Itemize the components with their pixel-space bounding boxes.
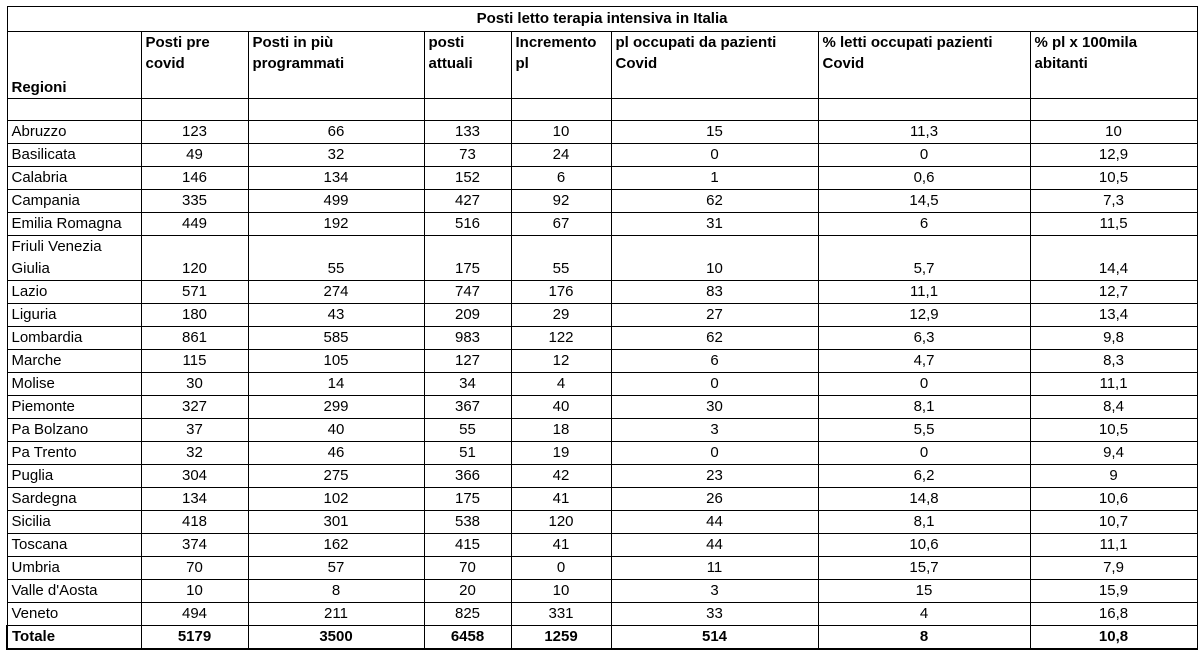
cell-pl-100mila: 14,4: [1030, 236, 1197, 281]
cell-posti-attuali: 366: [424, 465, 511, 488]
cell-posti-programmati: 57: [248, 557, 424, 580]
cell-region-name: Sardegna: [7, 488, 141, 511]
cell-percent-occupati: 6: [818, 213, 1030, 236]
cell-pl-100mila: 12,7: [1030, 281, 1197, 304]
table-row: [7, 442, 1197, 465]
cell-posti-attuali: 825: [424, 603, 511, 626]
header-percent-occupati: % letti occupati pazienti Covid: [818, 32, 1030, 99]
cell-incremento: 4: [511, 373, 611, 396]
cell-percent-occupati: 0: [818, 144, 1030, 167]
cell-pl-100mila: 9,4: [1030, 442, 1197, 465]
cell-posti-programmati: 46: [248, 442, 424, 465]
cell-posti-attuali: 427: [424, 190, 511, 213]
table-row: [7, 511, 1197, 534]
cell-incremento: 67: [511, 213, 611, 236]
cell-percent-occupati: 0: [818, 442, 1030, 465]
table-row: [7, 557, 1197, 580]
table-row: [7, 534, 1197, 557]
cell-percent-occupati: 6,3: [818, 327, 1030, 350]
total-posti-programmati: 3500: [248, 626, 424, 650]
cell-percent-occupati: 12,9: [818, 304, 1030, 327]
cell-pl-occupati: 33: [611, 603, 818, 626]
table-row: [7, 144, 1197, 167]
cell-posti-pre-covid: 10: [141, 580, 248, 603]
cell-incremento: 122: [511, 327, 611, 350]
cell-region-name: Campania: [7, 190, 141, 213]
table-row: [7, 603, 1197, 626]
cell-posti-attuali: 983: [424, 327, 511, 350]
cell-posti-pre-covid: 30: [141, 373, 248, 396]
cell-incremento: 176: [511, 281, 611, 304]
cell-posti-pre-covid: 134: [141, 488, 248, 511]
cell-pl-100mila: 15,9: [1030, 580, 1197, 603]
table-row: [7, 121, 1197, 144]
cell-posti-pre-covid: 571: [141, 281, 248, 304]
header-posti-programmati: Posti in più programmati: [248, 32, 424, 99]
header-posti-pre-covid: Posti pre covid: [141, 32, 248, 99]
cell-posti-attuali: 367: [424, 396, 511, 419]
spacer-row: [7, 99, 1197, 121]
table-row: [7, 281, 1197, 304]
cell-incremento: 6: [511, 167, 611, 190]
cell-incremento: 41: [511, 488, 611, 511]
cell-percent-occupati: 14,8: [818, 488, 1030, 511]
cell-pl-occupati: 31: [611, 213, 818, 236]
beds-table-container: [6, 6, 1196, 650]
cell-posti-pre-covid: 180: [141, 304, 248, 327]
total-pl-occupati: 514: [611, 626, 818, 650]
cell-region-name: Sicilia: [7, 511, 141, 534]
cell-pl-100mila: 10,7: [1030, 511, 1197, 534]
table-title: Posti letto terapia intensiva in Italia: [7, 7, 1197, 32]
cell-posti-attuali: 70: [424, 557, 511, 580]
cell-incremento: 19: [511, 442, 611, 465]
cell-posti-attuali: 34: [424, 373, 511, 396]
total-incremento: 1259: [511, 626, 611, 650]
table-row: [7, 213, 1197, 236]
table-row: [7, 167, 1197, 190]
cell-pl-occupati: 23: [611, 465, 818, 488]
table-row: [7, 236, 1197, 281]
cell-posti-pre-covid: 327: [141, 396, 248, 419]
cell-pl-occupati: 83: [611, 281, 818, 304]
cell-posti-programmati: 211: [248, 603, 424, 626]
cell-pl-100mila: 12,9: [1030, 144, 1197, 167]
cell-posti-programmati: 14: [248, 373, 424, 396]
cell-pl-occupati: 3: [611, 419, 818, 442]
cell-region-name: Umbria: [7, 557, 141, 580]
cell-posti-programmati: 43: [248, 304, 424, 327]
cell-incremento: 0: [511, 557, 611, 580]
cell-pl-occupati: 15: [611, 121, 818, 144]
table-row: [7, 190, 1197, 213]
cell-posti-attuali: 152: [424, 167, 511, 190]
header-regioni: Regioni: [7, 32, 141, 99]
cell-pl-100mila: 11,5: [1030, 213, 1197, 236]
icu-beds-table: [6, 6, 1198, 650]
cell-percent-occupati: 8,1: [818, 511, 1030, 534]
cell-posti-attuali: 209: [424, 304, 511, 327]
cell-incremento: 10: [511, 121, 611, 144]
cell-posti-programmati: 134: [248, 167, 424, 190]
cell-incremento: 331: [511, 603, 611, 626]
table-row: [7, 419, 1197, 442]
cell-region-name: Piemonte: [7, 396, 141, 419]
cell-posti-pre-covid: 70: [141, 557, 248, 580]
cell-posti-programmati: 55: [248, 236, 424, 281]
cell-incremento: 29: [511, 304, 611, 327]
cell-pl-100mila: 9,8: [1030, 327, 1197, 350]
cell-posti-programmati: 299: [248, 396, 424, 419]
cell-percent-occupati: 14,5: [818, 190, 1030, 213]
cell-region-name: Liguria: [7, 304, 141, 327]
total-percent-occupati: 8: [818, 626, 1030, 650]
table-row: [7, 350, 1197, 373]
cell-posti-programmati: 275: [248, 465, 424, 488]
cell-posti-programmati: 274: [248, 281, 424, 304]
table-row: [7, 373, 1197, 396]
cell-posti-attuali: 516: [424, 213, 511, 236]
cell-incremento: 41: [511, 534, 611, 557]
cell-percent-occupati: 5,7: [818, 236, 1030, 281]
cell-pl-occupati: 30: [611, 396, 818, 419]
cell-pl-occupati: 3: [611, 580, 818, 603]
cell-pl-100mila: 7,3: [1030, 190, 1197, 213]
cell-posti-pre-covid: 335: [141, 190, 248, 213]
cell-percent-occupati: 15: [818, 580, 1030, 603]
table-body: [7, 99, 1197, 650]
cell-pl-100mila: 13,4: [1030, 304, 1197, 327]
cell-percent-occupati: 10,6: [818, 534, 1030, 557]
cell-pl-100mila: 8,3: [1030, 350, 1197, 373]
cell-posti-attuali: 747: [424, 281, 511, 304]
total-pl-100mila: 10,8: [1030, 626, 1197, 650]
cell-pl-100mila: 10: [1030, 121, 1197, 144]
table-header-row: [7, 32, 1197, 99]
cell-percent-occupati: 4: [818, 603, 1030, 626]
cell-pl-occupati: 6: [611, 350, 818, 373]
cell-posti-programmati: 40: [248, 419, 424, 442]
cell-posti-attuali: 51: [424, 442, 511, 465]
cell-posti-programmati: 32: [248, 144, 424, 167]
cell-pl-100mila: 8,4: [1030, 396, 1197, 419]
cell-posti-programmati: 66: [248, 121, 424, 144]
cell-posti-programmati: 499: [248, 190, 424, 213]
cell-region-name: Emilia Romagna: [7, 213, 141, 236]
header-pl-100mila: % pl x 100mila abitanti: [1030, 32, 1197, 99]
cell-region-name: Basilicata: [7, 144, 141, 167]
cell-posti-programmati: 585: [248, 327, 424, 350]
total-row: [7, 626, 1197, 650]
cell-incremento: 42: [511, 465, 611, 488]
cell-pl-occupati: 44: [611, 534, 818, 557]
cell-posti-pre-covid: 115: [141, 350, 248, 373]
cell-incremento: 55: [511, 236, 611, 281]
cell-posti-attuali: 20: [424, 580, 511, 603]
cell-posti-pre-covid: 304: [141, 465, 248, 488]
cell-pl-occupati: 0: [611, 373, 818, 396]
cell-pl-occupati: 62: [611, 327, 818, 350]
cell-posti-pre-covid: 374: [141, 534, 248, 557]
cell-incremento: 10: [511, 580, 611, 603]
cell-percent-occupati: 11,1: [818, 281, 1030, 304]
cell-posti-attuali: 175: [424, 236, 511, 281]
cell-pl-100mila: 10,6: [1030, 488, 1197, 511]
table-row: [7, 580, 1197, 603]
header-pl-occupati: pl occupati da pazienti Covid: [611, 32, 818, 99]
cell-posti-attuali: 415: [424, 534, 511, 557]
cell-region-name: Marche: [7, 350, 141, 373]
cell-pl-occupati: 26: [611, 488, 818, 511]
cell-posti-pre-covid: 37: [141, 419, 248, 442]
cell-pl-100mila: 16,8: [1030, 603, 1197, 626]
cell-pl-100mila: 11,1: [1030, 373, 1197, 396]
cell-region-name: Friuli Venezia Giulia: [7, 236, 141, 281]
cell-region-name: Calabria: [7, 167, 141, 190]
cell-percent-occupati: 15,7: [818, 557, 1030, 580]
cell-incremento: 92: [511, 190, 611, 213]
header-posti-attuali: posti attuali: [424, 32, 511, 99]
cell-posti-pre-covid: 32: [141, 442, 248, 465]
cell-posti-pre-covid: 449: [141, 213, 248, 236]
cell-pl-occupati: 1: [611, 167, 818, 190]
cell-percent-occupati: 5,5: [818, 419, 1030, 442]
cell-region-name: Abruzzo: [7, 121, 141, 144]
table-row: [7, 488, 1197, 511]
cell-posti-pre-covid: 494: [141, 603, 248, 626]
cell-posti-attuali: 175: [424, 488, 511, 511]
cell-region-name: Puglia: [7, 465, 141, 488]
table-row: [7, 304, 1197, 327]
cell-posti-pre-covid: 49: [141, 144, 248, 167]
cell-region-name: Lombardia: [7, 327, 141, 350]
cell-posti-programmati: 105: [248, 350, 424, 373]
cell-region-name: Toscana: [7, 534, 141, 557]
cell-percent-occupati: 11,3: [818, 121, 1030, 144]
cell-pl-occupati: 27: [611, 304, 818, 327]
cell-percent-occupati: 0,6: [818, 167, 1030, 190]
cell-posti-programmati: 102: [248, 488, 424, 511]
cell-region-name: Lazio: [7, 281, 141, 304]
cell-posti-attuali: 538: [424, 511, 511, 534]
cell-posti-pre-covid: 120: [141, 236, 248, 281]
cell-posti-pre-covid: 861: [141, 327, 248, 350]
cell-region-name: Pa Bolzano: [7, 419, 141, 442]
cell-percent-occupati: 0: [818, 373, 1030, 396]
cell-region-name: Valle d'Aosta: [7, 580, 141, 603]
table-row: [7, 327, 1197, 350]
table-row: [7, 396, 1197, 419]
cell-incremento: 18: [511, 419, 611, 442]
cell-posti-pre-covid: 123: [141, 121, 248, 144]
cell-incremento: 24: [511, 144, 611, 167]
cell-region-name: Veneto: [7, 603, 141, 626]
cell-pl-occupati: 62: [611, 190, 818, 213]
cell-posti-attuali: 55: [424, 419, 511, 442]
cell-pl-occupati: 0: [611, 442, 818, 465]
cell-percent-occupati: 8,1: [818, 396, 1030, 419]
total-posti-pre-covid: 5179: [141, 626, 248, 650]
cell-posti-programmati: 192: [248, 213, 424, 236]
cell-incremento: 12: [511, 350, 611, 373]
cell-pl-occupati: 0: [611, 144, 818, 167]
cell-posti-programmati: 8: [248, 580, 424, 603]
table-row: [7, 465, 1197, 488]
total-posti-attuali: 6458: [424, 626, 511, 650]
cell-percent-occupati: 6,2: [818, 465, 1030, 488]
cell-incremento: 40: [511, 396, 611, 419]
cell-pl-100mila: 9: [1030, 465, 1197, 488]
cell-pl-100mila: 10,5: [1030, 419, 1197, 442]
cell-pl-occupati: 44: [611, 511, 818, 534]
cell-pl-occupati: 11: [611, 557, 818, 580]
cell-posti-programmati: 162: [248, 534, 424, 557]
table-title-row: [7, 7, 1197, 32]
cell-incremento: 120: [511, 511, 611, 534]
cell-pl-100mila: 10,5: [1030, 167, 1197, 190]
cell-posti-attuali: 73: [424, 144, 511, 167]
total-region-name: Totale: [7, 626, 141, 650]
cell-pl-100mila: 11,1: [1030, 534, 1197, 557]
cell-region-name: Pa Trento: [7, 442, 141, 465]
cell-pl-100mila: 7,9: [1030, 557, 1197, 580]
cell-posti-programmati: 301: [248, 511, 424, 534]
cell-posti-attuali: 133: [424, 121, 511, 144]
cell-posti-pre-covid: 418: [141, 511, 248, 534]
cell-region-name: Molise: [7, 373, 141, 396]
cell-percent-occupati: 4,7: [818, 350, 1030, 373]
header-incremento: Incremento pl: [511, 32, 611, 99]
cell-posti-pre-covid: 146: [141, 167, 248, 190]
cell-pl-occupati: 10: [611, 236, 818, 281]
cell-posti-attuali: 127: [424, 350, 511, 373]
